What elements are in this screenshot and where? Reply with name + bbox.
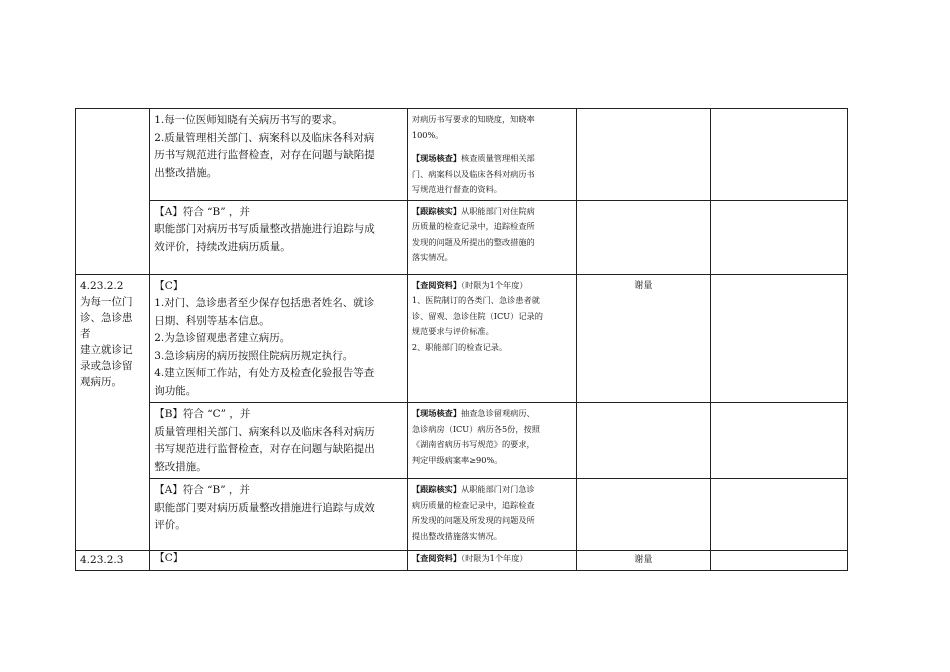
reviewer-cell [576,109,710,201]
method-cell [407,200,576,274]
reviewer-cell [576,403,710,479]
method-line: 对病历书写要求的知晓度，知晓率 [411,114,535,124]
method-tag: 【现场核查】 [411,408,462,418]
reviewer-cell [576,274,710,403]
method-line: 发现的问题及所提出的整改措施的 [411,236,535,247]
method-tag: 【查阅资料】 [411,553,462,563]
criteria-line: 【C】 [154,279,184,292]
method-text: 核查质量管理相关部 [461,153,535,163]
method-line: 提出整改措施落实情况。 [411,530,502,541]
notes-cell [710,403,847,479]
clause-line: 者 [80,327,91,340]
method-tag: 【现场核查】 [411,153,462,163]
method-line: 100%。 [411,129,444,140]
notes-cell [710,551,847,571]
clause-cell [76,551,150,571]
criteria-line: 2.质量管理相关部门、病案科以及临床各科对病 [154,131,375,144]
clause-line: 建立就诊记 [80,343,133,356]
criteria-line: 职能部门要对病历质量整改措施进行追踪与成效 [154,501,375,514]
criteria-cell [150,274,408,403]
criteria-line: 4.建立医师工作站，有处方及检查化验报告等查 [154,367,375,379]
clause-cell [76,109,150,275]
criteria-cell [150,200,408,274]
method-cell [407,551,576,571]
method-cell [407,109,576,201]
method-line [412,204,572,220]
method-line [412,278,572,294]
method-line: 病历质量的检查记录中，追踪检查 [411,499,535,510]
method-text: 抽查急诊留观病历、 [461,408,535,418]
criteria-line: 日期、科别等基本信息。 [154,314,270,327]
method-line: 2、职能部门的检查记录。 [411,341,508,352]
notes-cell [710,200,847,274]
reviewer-cell [576,479,710,551]
clause-line: 为每一位门 [80,295,133,308]
method-line: 1、医院制订的各类门、急诊患者就 [411,295,540,305]
criteria-line: 1.对门、急诊患者至少保存包括患者姓名、就诊 [154,297,375,309]
criteria-line: 职能部门对病历书写质量整改措施进行追踪与成 [154,223,375,235]
notes-cell [710,479,847,551]
table-row [76,479,848,551]
criteria-line: 【C】 [154,552,184,564]
criteria-line: 【B】符合 “C” ，并 [154,408,251,420]
method-tag: 【查阅资料】 [411,279,462,290]
criteria-line: 1.每一位医师知晓有关病历书写的要求。 [154,114,343,126]
method-line [412,151,572,167]
method-cell [407,479,576,551]
reviewer-cell [576,200,710,274]
criteria-line: 【A】符合 “B” ，并 [154,484,250,496]
clause-cell [76,274,150,551]
criteria-cell [150,479,408,551]
method-line: 落实情况。 [411,252,453,262]
criteria-cell [150,551,408,571]
criteria-line: 评价。 [154,519,186,531]
method-cell [407,403,576,479]
criteria-line: 询功能。 [154,384,197,397]
criteria-cell [150,109,408,201]
method-line [412,406,572,422]
method-line: 所发现的问题及所发现的问题及所 [411,515,535,525]
clause-line: 4.23.2.2 [80,279,124,292]
criteria-line: 质量管理相关部门、病案科以及临床各科对病历 [154,425,375,438]
method-line: 急诊病房（ICU）病历各5份，按照 [411,423,540,434]
criteria-line: 【A】符合 “B” ，并 [154,205,250,218]
method-line [412,482,572,498]
clause-line: 4.23.2.3 [80,554,124,566]
method-text: 从职能部门对住院病 [461,205,535,216]
method-line: 规范要求与评价标准。 [411,326,494,336]
method-line: 历质量的检查记录中，追踪检查所 [411,221,535,231]
clause-line: 录或急诊留 [80,359,133,372]
method-line: 写规范进行督查的资料。 [411,184,502,194]
method-line: 判定甲级病案率≥90%。 [411,454,503,465]
criteria-line: 整改措施。 [154,460,207,473]
method-text: （时限为1个年度） [461,279,528,290]
criteria-line: 2.为急诊留观患者建立病历。 [154,332,291,344]
notes-cell [710,109,847,201]
method-cell [407,274,576,403]
method-tag: 【跟踪核实】 [411,484,462,494]
criteria-line: 3.急诊病房的病历按照住院病历规定执行。 [154,349,354,362]
clause-line: 观病历。 [80,375,122,388]
criteria-line: 出整改措施。 [154,166,218,179]
method-line: 《湖南省病历书写规范》的要求， [411,439,535,449]
criteria-line: 书写规范进行监督检查，对存在问题与缺陷提出 [154,443,375,455]
clause-line: 诊、急诊患 [80,311,133,324]
table-row [76,551,848,571]
table-row [76,109,848,201]
method-line: 诊、留观、急诊住院（ICU）记录的 [411,310,543,321]
standards-table [75,108,848,571]
criteria-line: 历书写规范进行监督检查，对存在问题与缺陷提 [154,149,375,161]
reviewer-name: 谢量 [634,280,653,291]
method-text: 从职能部门对门急诊 [461,484,535,494]
table-row [76,274,848,403]
method-line [412,551,572,566]
method-line: 门、病案科以及临床各科对病历书 [411,168,535,179]
table-row [76,403,848,479]
notes-cell [710,274,847,403]
method-text: （时限为1个年度） [461,553,528,563]
method-tag: 【跟踪核实】 [411,205,462,216]
criteria-cell [150,403,408,479]
reviewer-name: 谢量 [634,555,653,565]
table-row [76,200,848,274]
reviewer-cell [576,551,710,571]
criteria-line: 效评价，持续改进病历质量。 [154,240,291,253]
